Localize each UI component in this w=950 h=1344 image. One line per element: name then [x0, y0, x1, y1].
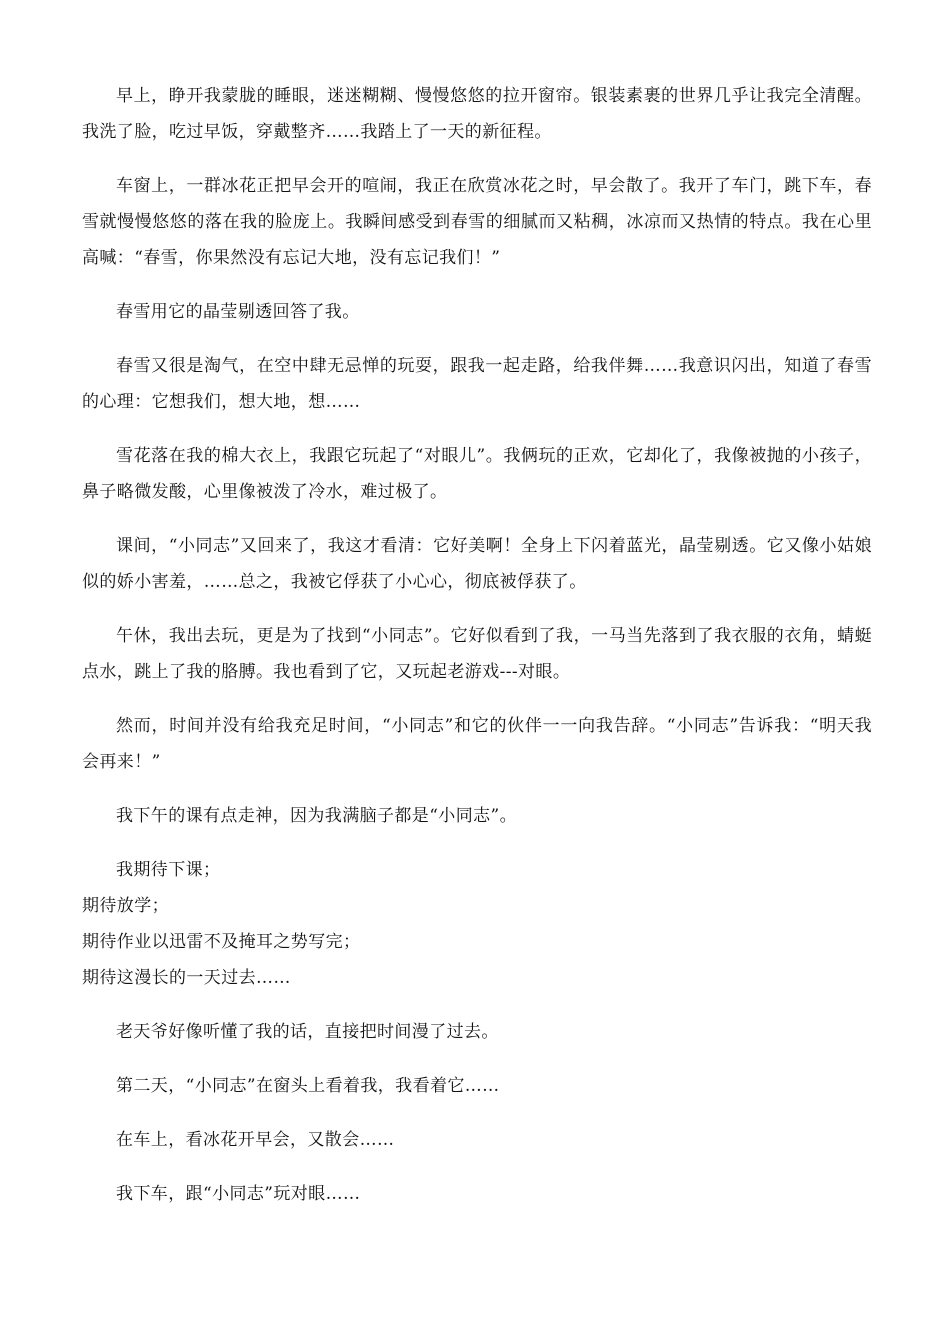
paragraph: 我下午的课有点走神，因为我满脑子都是“小同志”。	[116, 806, 517, 826]
paragraph: 午休，我出去玩，更是为了找到“小同志”。它好似看到了我，一马当先落到了我衣服的衣角，蜻蜓点水，跳上了我的胳膊。我也看到了它，又玩起老游戏---对眼。	[82, 626, 872, 682]
expectation-line: 期待这漫长的一天过去……	[82, 968, 291, 988]
paragraph: 第二天，“小同志”在窗头上看着我，我看着它……	[116, 1076, 500, 1096]
paragraph: 车窗上，一群冰花正把早会开的喧闹，我正在欣赏冰花之时，早会散了。我开了车门，跳下车，春雪就慢慢悠悠的落在我的脸庞上。我瞬间感受到春雪的细腻而又粘稠，冰凉而又热情的特点。我在心里高喊：“春雪，你果然没有忘记大地，没有忘记我们！”	[82, 176, 872, 268]
paragraph: 早上，睁开我蒙胧的睡眼，迷迷糊糊、慢慢悠悠的拉开窗帘。银装素裹的世界几乎让我完全清醒。我洗了脸，吃过早饭，穿戴整齐……我踏上了一天的新征程。	[82, 86, 872, 142]
paragraph: 春雪用它的晶莹剔透回答了我。	[116, 302, 360, 322]
paragraph: 春雪又很是淘气，在空中肆无忌惮的玩耍，跟我一起走路，给我伴舞……我意识闪出，知道了春雪的心理：它想我们，想大地，想……	[82, 356, 872, 412]
paragraph: 老天爷好像听懂了我的话，直接把时间漫了过去。	[116, 1022, 499, 1042]
paragraph: 然而，时间并没有给我充足时间，“小同志”和它的伙伴一一向我告辞。“小同志”告诉我：“明天我会再来！”	[82, 716, 872, 772]
paragraph: 在车上，看冰花开早会，又散会……	[116, 1130, 395, 1150]
expectation-line: 期待放学；	[82, 896, 169, 916]
paragraph: 我下车，跟“小同志”玩对眼……	[116, 1184, 361, 1204]
paragraph: 课间，“小同志”又回来了，我这才看清：它好美啊！全身上下闪着蓝光，晶莹剔透。它又像小姑娘似的娇小害羞，……总之，我被它俘获了小心心，彻底被俘获了。	[82, 536, 872, 592]
expectation-line: 我期待下课；	[116, 860, 221, 880]
expectation-line: 期待作业以迅雷不及掩耳之势写完；	[82, 932, 361, 952]
paragraph: 雪花落在我的棉大衣上，我跟它玩起了“对眼儿”。我俩玩的正欢，它却化了，我像被抛的小孩子，鼻子略微发酸，心里像被泼了冷水，难过极了。	[82, 446, 872, 502]
document-body	[82, 78, 872, 1230]
expectation-list	[82, 852, 872, 996]
